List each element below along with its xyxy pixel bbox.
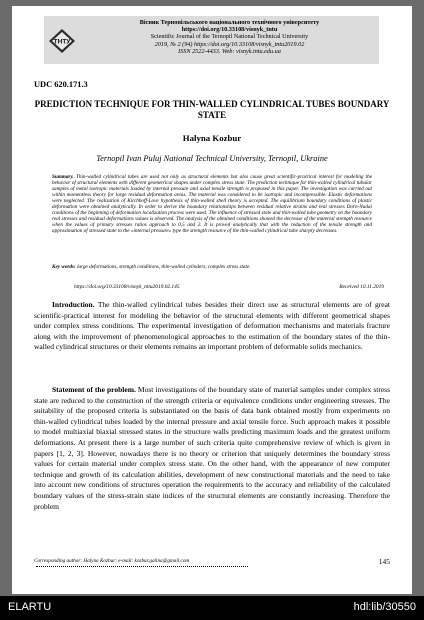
journal-title-ua: Вісник Тернопільського національного технічного університету bbox=[139, 19, 320, 26]
problem-statement-paragraph bbox=[34, 385, 390, 512]
introduction-text: The thin-walled cylindrical tubes besides their direct use as structural elements are of great scientific-practical interest for modeling the behavior of the structural elements with different geometrical shapes under complex stress conditions. The experimental investigation of deformation mechanisms and materials fracture along with the improvement of phenomenological approaches to the estimation of the boundary states of the thin-walled cylindrical structures or their elements remains an important problem of deformable solids mechanics. bbox=[34, 300, 390, 352]
received-date: Received 10.11.2019 bbox=[339, 284, 384, 290]
abstract bbox=[52, 174, 372, 234]
udc-code: UDC 620.171.3 bbox=[34, 80, 88, 89]
corresponding-author-note: Corresponding author: Halyna Kozbur; e-mail: kozbur.galina@gmail.com bbox=[34, 558, 190, 564]
keywords bbox=[52, 264, 372, 270]
keywords-text: large deformations, strength conditions, thin-walled cylinders, complex stress state. bbox=[75, 264, 251, 270]
logo-text: ТНТУ bbox=[53, 38, 71, 46]
page-number: 145 bbox=[378, 557, 390, 566]
paper-page bbox=[12, 6, 412, 594]
footnote-leader-dots bbox=[36, 566, 248, 567]
handle-identifier[interactable]: hdl:lib/30550 bbox=[353, 601, 416, 613]
journal-title-en: Scientific Journal of the Ternopil National Technical University bbox=[150, 33, 309, 41]
abstract-text: Thin-walled cylindrical tubes are used not only as structural elements but also cause great scientific-practical interest for modeling the behavior of structural elements with different geometrical shapes under complex stress state. The prediction technique for thin-walled cylindrical tubular samples of metal isotropic materials loaded by internal pressure and axial tensile strength is proposed in this paper. The investigation was carried out within momentless theory for large residual deformation areas. The material was considered to be isotropic and incompressible. Elastic deformations were neglected. The realization of Kirchhoff-Love hypothesis of thin-walled shell theory is accepted. The equilibrium boundary conditions of plastic deformation were obtained analytically. In order to derive the boundary relationships between residual relative strains and real stresses Dorn-Nadai conditions of the beginning of deformation localization process were used. The influence of stressed state and thin-walled tube geometry on the boundary real stresses and residual deformations values is observed. The analysis of the obtained conditions showed the decrease of the material strength resource when the values of primary stresses ratios approach to 0,5 and 2. It is proved analytically that with the reduction of the tensile strength and approximation of stressed state to the «internal pressure» type the strength resource of the thin-walled cylindrical tube sharply decreases. bbox=[52, 174, 372, 235]
abstract-label: Summary. bbox=[52, 174, 74, 180]
journal-issn: ISSN 2522-4433. Web: visnyk.tntu.edu.ua bbox=[178, 47, 281, 55]
journal-header bbox=[44, 16, 379, 64]
paper-title: PREDICTION TECHNIQUE FOR THIN-WALLED CYLINDRICAL TUBES BOUNDARY STATE bbox=[34, 99, 390, 120]
introduction-paragraph bbox=[34, 300, 390, 353]
journal-header-text bbox=[82, 19, 377, 55]
viewer-bottom-bar bbox=[0, 596, 424, 620]
problem-statement-heading: Statement of the problem. bbox=[52, 385, 136, 394]
problem-statement-text: Most investigations of the boundary state of material samples under complex stress state are reduced to the construction of the strength criteria or equivalence conditions under engineering stresses. The suitability of the proposed criteria is substantiated on the basis of data bank obtained mostly from experiments on thin-walled cylindrical tubes loaded by the internal pressure and axial tensile force. Such approach makes it possible to model multiaxial biaxial stressed states in the structure walls predicting maximum loads and the greatest uniform deformations. At present there is a large number of such criteria quite comprehensive review of which is given in papers [1, 2, 3]. However, nowadays there is no theory or criterion that uniquely determines the boundary stress values for certain material under complex stress state. On the other hand, with the appearance of new computer technique and growth of its calculation abilities, development of new constructional materials and the need to take into account new conditions of structures operation the requirements to the accuracy and reliability of the calculated boundary values of the stress-strain state indices of the structural elements are constantly increasing. Therefore the problem bbox=[34, 385, 390, 511]
footnote bbox=[34, 558, 390, 570]
journal-doi: https://doi.org/10.33108/visnyk_tntu bbox=[181, 26, 278, 34]
keywords-label: Key words: bbox=[52, 264, 76, 270]
article-doi-link[interactable]: https://doi.org/10.33108/visnyk_tntu2019.02.145 bbox=[74, 284, 180, 290]
repository-name[interactable]: ELARTU bbox=[8, 601, 52, 613]
author-affiliation: Ternopil Ivan Puluj National Technical University, Ternopil, Ukraine bbox=[96, 154, 328, 163]
author-name: Halyna Kozbur bbox=[182, 133, 242, 143]
journal-issue: 2019, № 2 (94) https://doi.org/10.33108/visnyk_tntu2019.02 bbox=[154, 40, 305, 48]
university-logo-icon bbox=[48, 28, 76, 54]
introduction-heading: Introduction. bbox=[52, 300, 95, 309]
